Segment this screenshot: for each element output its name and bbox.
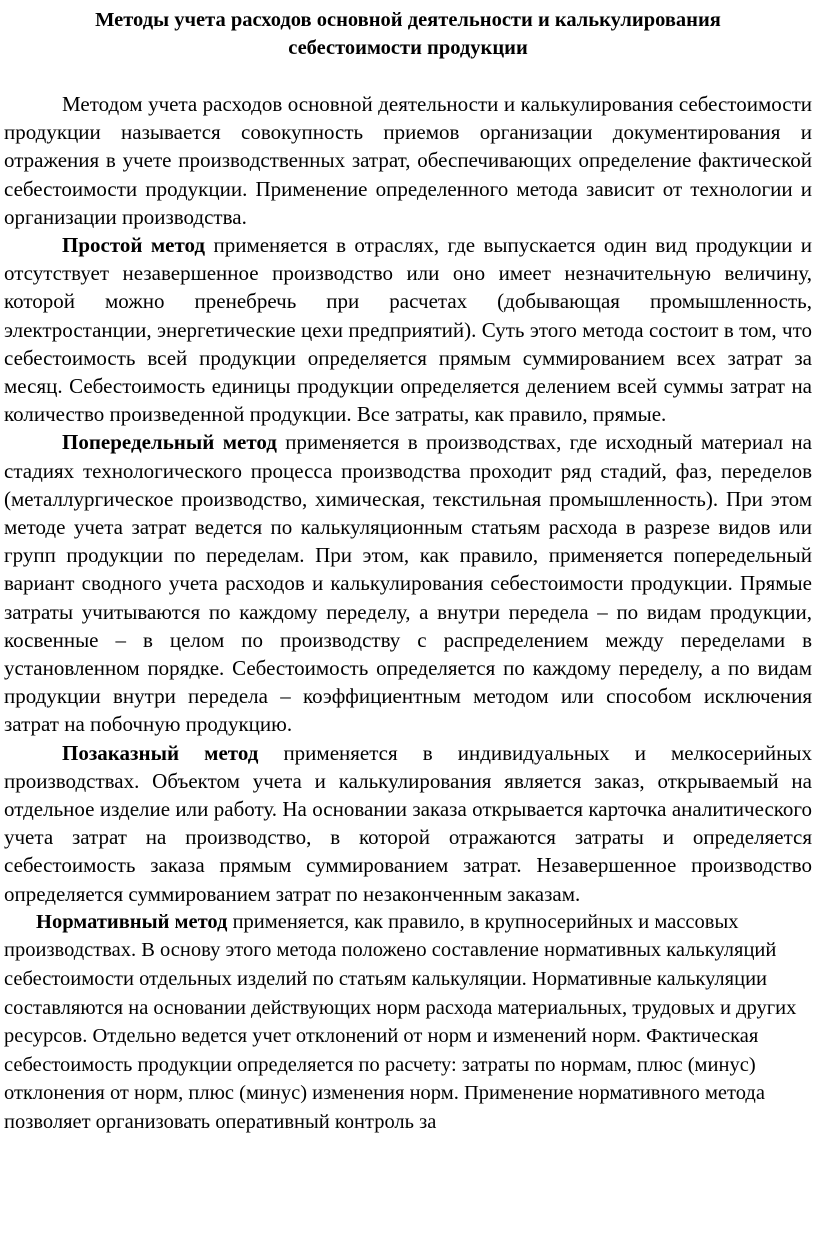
process-method-term: Попередельный метод [62,430,277,455]
standard-method-term: Нормативный метод [36,910,228,933]
simple-method-text: применяется в отраслях, где выпускается один вид продукции и отсутствует незавершенное производство или оно имеет незначительную величину, которой можно пренебречь при расчетах (добывающая промышленность, электростанции, энергетические цехи предприятий). Суть этого метода состоит в том, что себестоимость всей продукции определяется прямым суммированием всех затрат за месяц. Себестоимость единицы продукции определяется делением всей суммы затрат на количество произведенной продукции. Все затраты, как правило, прямые. [4,233,812,427]
standard-method-text: применяется, как правило, в крупносерийных и массовых производствах. В основу этого метода положено составление нормативных калькуляций себестоимости отдельных изделий по статьям калькуляции. Нормативные калькуляции составляются на основании действующих норм расхода материальных, трудовых и других ресурсов. Отдельно ведется учет отклонений от норм и изменений норм. Фактическая себестоимость продукции определяется по расчету: затраты по нормам, плюс (минус) отклонения от норм, плюс (минус) изменения норм. Применение нормативного метода позволяет организовать оперативный контроль за [4,910,797,1134]
title-line-1: Методы учета расходов основной деятельности и калькулирования [95,9,721,31]
process-method-text: применяется в производствах, где исходный материал на стадиях технологического процесса производства проходит ряд стадий, фаз, переделов (металлургическое производство, химическая, текстильная промышленность). При этом методе учета затрат ведется по калькуляционным статьям расхода в разрезе видов или групп продукции по переделам. При этом, как правило, применяется попередельный вариант сводного учета расходов и калькулирования себестоимости продукции. Прямые затраты учитываются по каждому переделу, а внутри передела – по видам продукции, косвенные – в целом по производству с распределением между переделами в установленном порядке. Себестоимость определяется по каждому переделу, а по видам продукции внутри передела – коэффициентным методом или способом исключения затрат на побочную продукцию. [4,430,812,737]
job-order-method-term: Позаказный метод [62,740,259,765]
document-title [4,6,812,62]
standard-method-paragraph [4,908,812,1137]
job-order-method-text: применяется в индивидуальных и мелкосерийных производствах. Объектом учета и калькулирования является заказ, открываемый на отдельное изделие или работу. На основании заказа открывается карточка аналитического учета затрат на производство, в которой отражаются затраты и определяется себестоимость заказа прямым суммированием затрат. Незавершенное производство определяется суммированием затрат по незаконченным заказам. [4,740,812,906]
intro-paragraph: Методом учета расходов основной деятельности и калькулирования себестоимости продукции называется совокупность приемов организации документирования и отражения в учете производственных затрат, обеспечивающих определение фактической себестоимости продукции. Применение определенного метода зависит от технологии и организации производства. [4,92,812,229]
job-order-method-paragraph [4,739,812,908]
process-method-paragraph [4,428,812,738]
simple-method-paragraph [4,231,812,428]
title-line-2: себестоимости продукции [288,37,528,59]
simple-method-term: Простой метод [62,233,206,258]
